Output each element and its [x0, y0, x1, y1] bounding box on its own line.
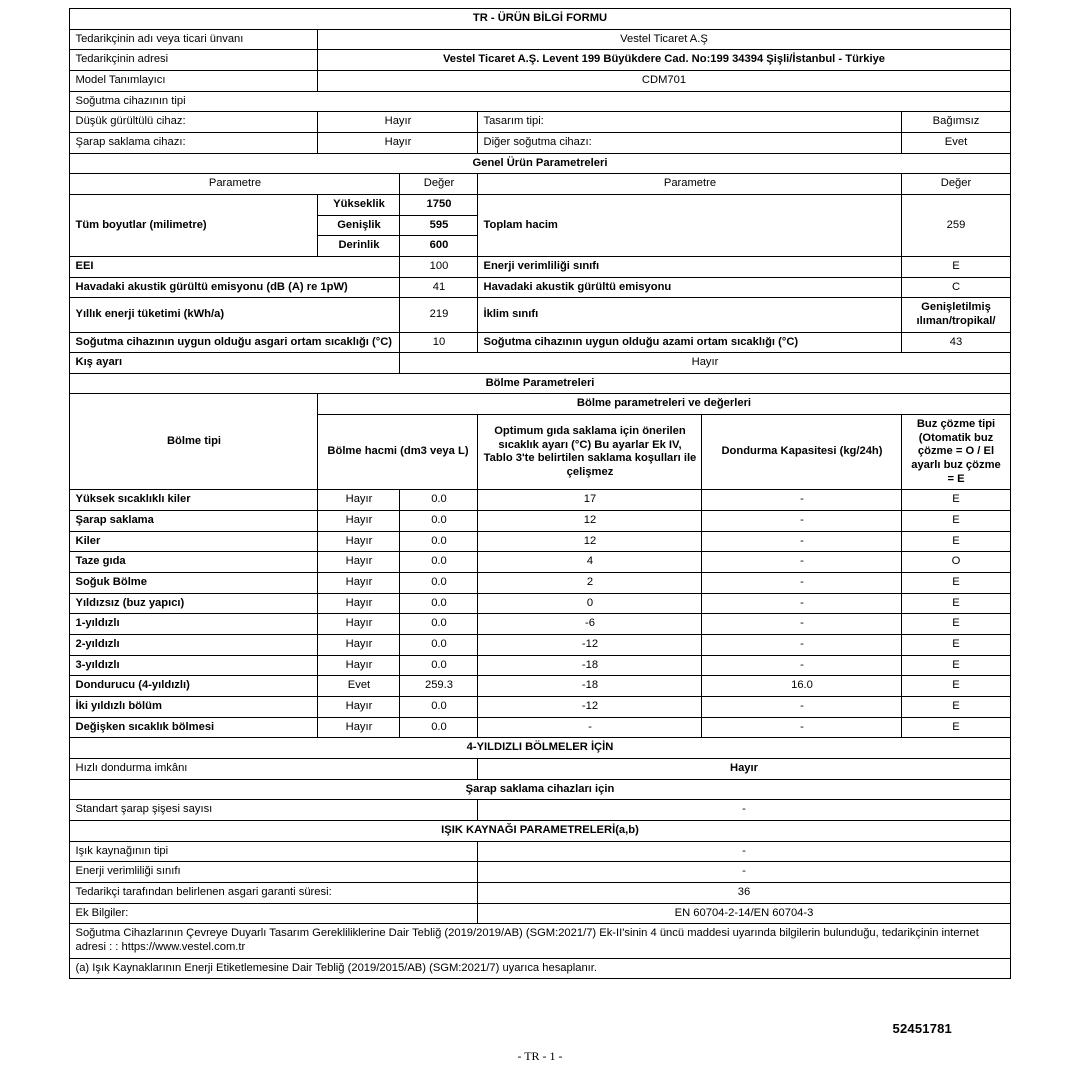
compartment-volume: 0.0	[400, 552, 478, 573]
table-row	[70, 531, 1010, 552]
table-row	[70, 593, 1010, 614]
table-row	[70, 924, 1010, 958]
compartment-defrost: E	[902, 635, 1010, 656]
table-row	[70, 655, 1010, 676]
compartment-freezing: -	[702, 635, 902, 656]
model-label: Model Tanımlayıcı	[70, 70, 318, 91]
compartment-defrost: E	[902, 573, 1010, 594]
energy-class-label: Enerji verimliliği sınıfı	[478, 256, 902, 277]
table-row	[70, 820, 1010, 841]
table-row	[70, 758, 1010, 779]
design-type-label: Tasarım tipi:	[478, 112, 902, 133]
table-row	[70, 132, 1010, 153]
compartment-type: Kiler	[70, 531, 318, 552]
compartment-temp: 17	[478, 490, 702, 511]
compartment-freezing: -	[702, 490, 902, 511]
compartment-present: Hayır	[318, 717, 400, 738]
col-defrost-type: Buz çözme tipi (Otomatik buz çözme = O / El ayarlı buz çözme = E	[902, 415, 1010, 490]
col-freezing-capacity: Dondurma Kapasitesi (kg/24h)	[702, 415, 902, 490]
height-value: 1750	[400, 194, 478, 215]
table-row	[70, 50, 1010, 71]
compartment-type: İki yıldızlı bölüm	[70, 696, 318, 717]
compartment-section-header: Bölme Parametreleri	[70, 373, 1010, 394]
table-row	[70, 552, 1010, 573]
compartment-defrost: E	[902, 655, 1010, 676]
table-row	[70, 153, 1010, 174]
supplier-name-label: Tedarikçinin adı veya ticari ünvanı	[70, 29, 318, 50]
table-row	[70, 373, 1010, 394]
table-row	[70, 903, 1010, 924]
table-row	[70, 738, 1010, 759]
winter-setting-value: Hayır	[400, 353, 1010, 374]
eei-label: EEI	[70, 256, 400, 277]
light-type-value: -	[478, 841, 1010, 862]
compartment-freezing: -	[702, 573, 902, 594]
compartment-temp: -12	[478, 696, 702, 717]
table-row	[70, 614, 1010, 635]
note-light-source: (a) Işık Kaynaklarının Enerji Etiketlemesine Dair Tebliğ (2019/2015/AB) (SGM:2021/7) uyarıca hesaplanır.	[70, 958, 1010, 979]
compartment-freezing: -	[702, 552, 902, 573]
compartment-type: Dondurucu (4-yıldızlı)	[70, 676, 318, 697]
table-row	[70, 841, 1010, 862]
compartment-group-header: Bölme parametreleri ve değerleri	[318, 394, 1010, 415]
other-appliance-value: Evet	[902, 132, 1010, 153]
compartment-volume: 0.0	[400, 696, 478, 717]
noise-emission-value: 41	[400, 277, 478, 298]
compartment-temp: 4	[478, 552, 702, 573]
compartment-temp: -	[478, 717, 702, 738]
design-type-value: Bağımsız	[902, 112, 1010, 133]
compartment-present: Hayır	[318, 593, 400, 614]
compartment-present: Hayır	[318, 531, 400, 552]
supplier-address-label: Tedarikçinin adresi	[70, 50, 318, 71]
compartment-freezing: -	[702, 614, 902, 635]
col-recommended-temp: Optimum gıda saklama için önerilen sıcaklık ayarı (°C) Bu ayarlar Ek IV, Tablo 3'te belirtilen saklama koşulları ile çelişmez	[478, 415, 702, 490]
light-source-section-header: IŞIK KAYNAĞI PARAMETRELERİ(a,b)	[70, 820, 1010, 841]
table-row	[70, 70, 1010, 91]
table-row	[70, 800, 1010, 821]
table-row	[70, 717, 1010, 738]
compartment-present: Hayır	[318, 511, 400, 532]
supplier-name-value: Vestel Ticaret A.Ş	[318, 29, 1010, 50]
four-star-section-header: 4-YILDIZLI BÖLMELER İÇİN	[70, 738, 1010, 759]
compartment-present: Hayır	[318, 655, 400, 676]
depth-label: Derinlik	[318, 236, 400, 257]
compartment-freezing: -	[702, 696, 902, 717]
table-row	[70, 29, 1010, 50]
compartment-type: Yıldızsız (buz yapıcı)	[70, 593, 318, 614]
compartment-present: Hayır	[318, 490, 400, 511]
table-row	[70, 298, 1010, 332]
compartment-type: Taze gıda	[70, 552, 318, 573]
general-section-header: Genel Ürün Parametreleri	[70, 153, 1010, 174]
compartment-freezing: -	[702, 717, 902, 738]
col-parameter-2: Parametre	[478, 174, 902, 195]
compartment-defrost: E	[902, 593, 1010, 614]
compartment-type: 3-yıldızlı	[70, 655, 318, 676]
col-value-1: Değer	[400, 174, 478, 195]
compartment-type: Şarap saklama	[70, 511, 318, 532]
table-row	[70, 91, 1010, 112]
low-noise-label: Düşük gürültülü cihaz:	[70, 112, 318, 133]
table-row	[70, 353, 1010, 374]
table-row	[70, 174, 1010, 195]
table-row	[70, 490, 1010, 511]
compartment-type: 1-yıldızlı	[70, 614, 318, 635]
max-ambient-temp-label: Soğutma cihazının uygun olduğu azami ortam sıcaklığı (°C)	[478, 332, 902, 353]
dimensions-label: Tüm boyutlar (milimetre)	[70, 194, 318, 256]
compartment-volume: 0.0	[400, 511, 478, 532]
table-row	[70, 696, 1010, 717]
climate-class-label: İklim sınıfı	[478, 298, 902, 332]
low-noise-value: Hayır	[318, 112, 478, 133]
table-row	[70, 112, 1010, 133]
width-label: Genişlik	[318, 215, 400, 236]
compartment-volume: 0.0	[400, 593, 478, 614]
compartment-type: 2-yıldızlı	[70, 635, 318, 656]
total-volume-value: 259	[902, 194, 1010, 256]
eei-value: 100	[400, 256, 478, 277]
max-ambient-temp-value: 43	[902, 332, 1010, 353]
compartment-freezing: -	[702, 531, 902, 552]
light-class-label: Enerji verimliliği sınıfı	[70, 862, 478, 883]
table-row	[70, 676, 1010, 697]
compartment-defrost: O	[902, 552, 1010, 573]
compartment-present: Hayır	[318, 696, 400, 717]
compartment-defrost: E	[902, 511, 1010, 532]
product-table	[69, 8, 1010, 979]
total-volume-label: Toplam hacim	[478, 194, 902, 256]
compartment-temp: -18	[478, 655, 702, 676]
wine-section-header: Şarap saklama cihazları için	[70, 779, 1010, 800]
compartment-defrost: E	[902, 676, 1010, 697]
compartment-present: Hayır	[318, 635, 400, 656]
compartment-defrost: E	[902, 614, 1010, 635]
annual-energy-value: 219	[400, 298, 478, 332]
height-label: Yükseklik	[318, 194, 400, 215]
warranty-value: 36	[478, 882, 1010, 903]
bottle-count-value: -	[478, 800, 1010, 821]
compartment-temp: -18	[478, 676, 702, 697]
col-value-2: Değer	[902, 174, 1010, 195]
compartment-volume: 0.0	[400, 614, 478, 635]
compartment-freezing: -	[702, 511, 902, 532]
fast-freeze-label: Hızlı dondurma imkânı	[70, 758, 478, 779]
compartment-freezing: 16.0	[702, 676, 902, 697]
col-parameter-1: Parametre	[70, 174, 400, 195]
compartment-type: Soğuk Bölme	[70, 573, 318, 594]
compartment-volume: 0.0	[400, 531, 478, 552]
wine-appliance-label: Şarap saklama cihazı:	[70, 132, 318, 153]
compartment-defrost: E	[902, 490, 1010, 511]
compartment-temp: 0	[478, 593, 702, 614]
table-row	[70, 394, 1010, 415]
table-row	[70, 332, 1010, 353]
table-row	[70, 779, 1010, 800]
compartment-freezing: -	[702, 655, 902, 676]
other-appliance-label: Diğer soğutma cihazı:	[478, 132, 902, 153]
extra-info-label: Ek Bilgiler:	[70, 903, 478, 924]
noise-class-value: C	[902, 277, 1010, 298]
table-row	[70, 256, 1010, 277]
compartment-temp: 2	[478, 573, 702, 594]
compartment-defrost: E	[902, 531, 1010, 552]
climate-class-value: Genişletilmiş ılıman/tropikal/	[902, 298, 1010, 332]
compartment-volume: 259.3	[400, 676, 478, 697]
table-row	[70, 958, 1010, 979]
extra-info-value: EN 60704-2-14/EN 60704-3	[478, 903, 1010, 924]
compartment-temp: 12	[478, 531, 702, 552]
compartment-present: Hayır	[318, 573, 400, 594]
warranty-label: Tedarikçi tarafından belirlenen asgari garanti süresi:	[70, 882, 478, 903]
table-row	[70, 882, 1010, 903]
compartment-freezing: -	[702, 593, 902, 614]
compartment-volume: 0.0	[400, 573, 478, 594]
col-compartment-volume: Bölme hacmi (dm3 veya L)	[318, 415, 478, 490]
compartment-volume: 0.0	[400, 717, 478, 738]
document-title: TR - ÜRÜN BİLGİ FORMU	[70, 9, 1010, 30]
compartment-temp: -6	[478, 614, 702, 635]
energy-class-value: E	[902, 256, 1010, 277]
width-value: 595	[400, 215, 478, 236]
table-row	[70, 573, 1010, 594]
table-row	[70, 635, 1010, 656]
compartment-temp: 12	[478, 511, 702, 532]
compartment-volume: 0.0	[400, 635, 478, 656]
winter-setting-label: Kış ayarı	[70, 353, 400, 374]
serial-number: 52451781	[892, 1021, 952, 1036]
depth-value: 600	[400, 236, 478, 257]
appliance-type-header: Soğutma cihazının tipi	[70, 91, 1010, 112]
note-website: Soğutma Cihazlarının Çevreye Duyarlı Tasarım Gerekliliklerine Dair Tebliğ (2019/2019/AB) (SGM:2021/7) Ek-II'sinin 4 üncü maddesi uyarında bilgilerin bulunduğu, tedarikçinin internet adresi : : https://www.vestel.com.tr	[70, 924, 1010, 958]
compartment-defrost: E	[902, 717, 1010, 738]
compartment-defrost: E	[902, 696, 1010, 717]
compartment-temp: -12	[478, 635, 702, 656]
compartment-present: Evet	[318, 676, 400, 697]
light-type-label: Işık kaynağının tipi	[70, 841, 478, 862]
light-class-value: -	[478, 862, 1010, 883]
compartment-type: Değişken sıcaklık bölmesi	[70, 717, 318, 738]
noise-emission-label: Havadaki akustik gürültü emisyonu (dB (A) re 1pW)	[70, 277, 400, 298]
model-value: CDM701	[318, 70, 1010, 91]
compartment-present: Hayır	[318, 614, 400, 635]
table-row	[70, 277, 1010, 298]
compartment-volume: 0.0	[400, 490, 478, 511]
annual-energy-label: Yıllık enerji tüketimi (kWh/a)	[70, 298, 400, 332]
table-row	[70, 9, 1010, 30]
table-row	[70, 862, 1010, 883]
wine-appliance-value: Hayır	[318, 132, 478, 153]
fast-freeze-value: Hayır	[478, 758, 1010, 779]
bottle-count-label: Standart şarap şişesi sayısı	[70, 800, 478, 821]
supplier-address-value: Vestel Ticaret A.Ş. Levent 199 Büyükdere Cad. No:199 34394 Şişli/İstanbul - Türkiye	[318, 50, 1010, 71]
compartment-present: Hayır	[318, 552, 400, 573]
min-ambient-temp-value: 10	[400, 332, 478, 353]
table-row	[70, 194, 1010, 215]
noise-class-label: Havadaki akustik gürültü emisyonu	[478, 277, 902, 298]
col-compartment-type: Bölme tipi	[70, 394, 318, 490]
compartment-volume: 0.0	[400, 655, 478, 676]
min-ambient-temp-label: Soğutma cihazının uygun olduğu asgari ortam sıcaklığı (°C)	[70, 332, 400, 353]
page-footer: - TR - 1 -	[517, 1049, 563, 1063]
table-row	[70, 511, 1010, 532]
compartment-type: Yüksek sıcaklıklı kiler	[70, 490, 318, 511]
